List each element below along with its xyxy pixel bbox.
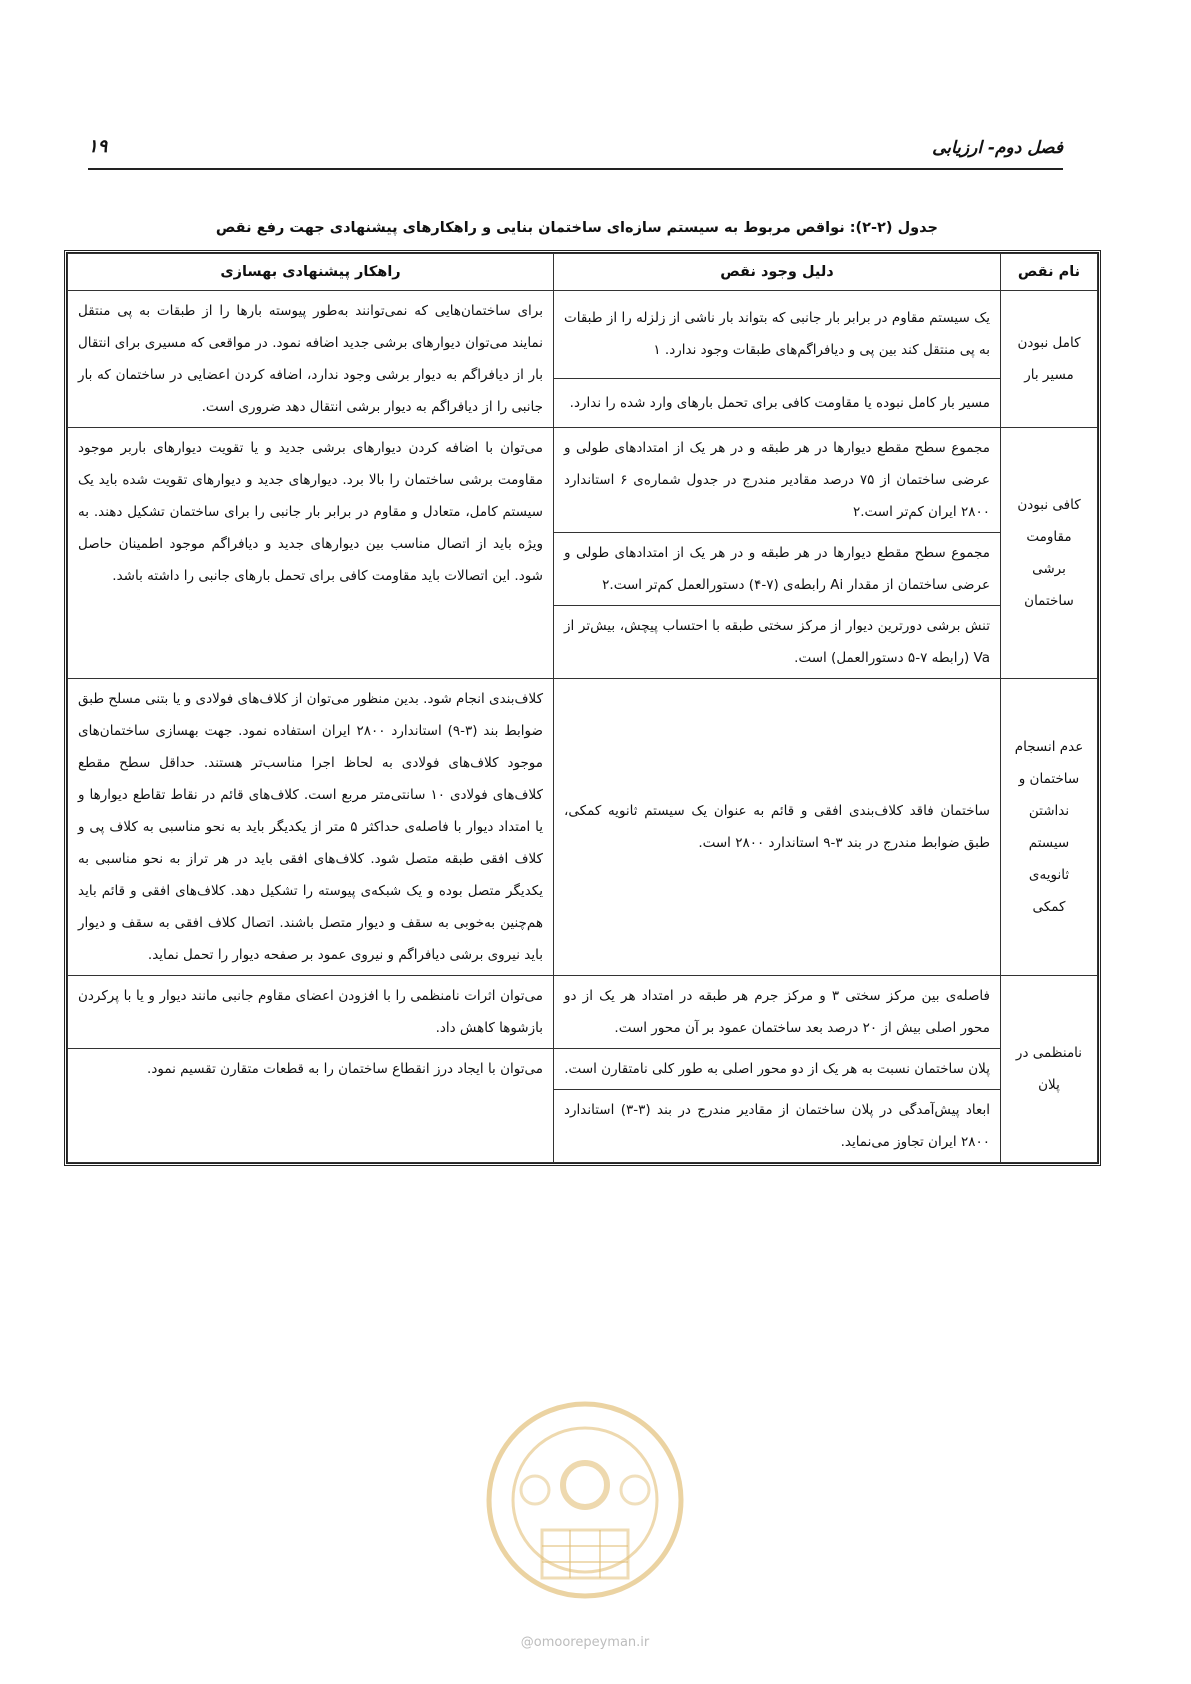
deficiency-table xyxy=(67,253,1098,1163)
deficiency-reason: مسیر بار کامل نبوده یا مقاومت کافی برای تحمل بارهای وارد شده را ندارد. xyxy=(554,378,1001,427)
table-caption: جدول (۲-۲): نواقص مربوط به سیستم سازه‌ای ساختمان بنایی و راهکارهای پیشنهادی جهت رفع نقص xyxy=(215,220,938,236)
deficiency-reason: پلان ساختمان نسبت به هر یک از دو محور اصلی به طور کلی نامتقارن است. xyxy=(554,1049,1001,1090)
table-row xyxy=(68,428,1098,533)
chapter-title: فصل دوم- ارزیابی xyxy=(932,138,1063,158)
page-header xyxy=(88,128,1063,170)
retrofit-fix: می‌توان با ایجاد درز انقطاع ساختمان را به قطعات متقارن تقسیم نمود. xyxy=(68,1049,554,1163)
deficiency-reason: فاصله‌ی بین مرکز سختی ۳ و مرکز جرم هر طبقه در امتداد هر یک از دو محور اصلی بیش از ۲۰ درصد بعد ساختمان عمود بر آن محور است. xyxy=(554,976,1001,1049)
watermark-seal-icon xyxy=(480,1390,690,1630)
header-deficiency-name: نام نقص xyxy=(1001,254,1098,291)
header-reason: دلیل وجود نقص xyxy=(554,254,1001,291)
retrofit-fix: کلاف‌بندی انجام شود. بدین منظور می‌توان از کلاف‌های فولادی و یا بتنی مسلح طبق ضوابط بند (۳-۹) استاندارد ۲۸۰۰ ایران استفاده نمود. جهت بهسازی ساختمان‌های موجود کلاف‌های فولادی به لحاظ اجرا مناسب‌تر هستند. حداقل سطح مقطع کلاف‌های فولادی ۱۰ سانتی‌متر مربع است. کلاف‌های قائم در نقاط تقاطع دیوارها و یا امتداد دیوار با فاصله‌ی حداکثر ۵ متر از یکدیگر باید به نحو مناسبی به کلاف پی و کلاف افقی طبقه متصل شود. کلاف‌های افقی باید در هر تراز به نحو مناسبی به یکدیگر متصل بوده و یک شبکه‌ی پیوسته را تشکیل دهد. کلاف‌های افقی و قائم باید هم‌چنین به‌خوبی به سقف و دیوار متصل باشند. اتصال کلاف افقی به سقف و دیوار باید نیروی برشی دیافراگم و نیروی عمود بر صفحه دیوار را تحمل نماید. xyxy=(68,679,554,976)
header-retrofit-fix: راهکار پیشنهادی بهسازی xyxy=(68,254,554,291)
table-row xyxy=(68,1049,1098,1090)
deficiency-reason: تنش برشی دورترین دیوار از مرکز سختی طبقه با احتساب پیچش، بیش‌تر از Va (رابطه ۷-۵ دستورالعمل) است. xyxy=(554,606,1001,679)
deficiency-name: نامنظمی در پلان xyxy=(1001,976,1098,1163)
deficiency-name: کامل نبودن مسیر بار xyxy=(1001,291,1098,428)
watermark-url: @omoorepeyman.ir xyxy=(520,1635,650,1650)
retrofit-fix: می‌توان با اضافه کردن دیوارهای برشی جدید و یا تقویت دیوارهای باربر موجود مقاومت برشی ساختمان را بالا برد. دیوارهای جدید و دیوارهای تقویت شده باید یک سیستم کامل، متعادل و مقاوم در برابر بار جانبی را برای ساختمان تشکیل دهند. به ویژه باید از اتصال مناسب بین دیوارهای جدید و دیافراگم موجود اطمینان حاصل شود. این اتصالات باید مقاومت کافی برای تحمل بارهای جانبی را داشته باشد. xyxy=(68,428,554,679)
deficiency-reason: مجموع سطح مقطع دیوارها در هر طبقه و در هر یک از امتدادهای طولی و عرضی ساختمان از ۷۵ درصد مقادیر مندرج در جدول شماره‌ی ۶ استاندارد ۲۸۰۰ ایران کم‌تر است.۲ xyxy=(554,428,1001,533)
deficiency-name: عدم انسجام ساختمان و نداشتن سیستم ثانویه‌ی کمکی xyxy=(1001,679,1098,976)
deficiency-reason: ابعاد پیش‌آمدگی در پلان ساختمان از مقادیر مندرج در بند (۳-۳) استاندارد ۲۸۰۰ ایران تجاوز می‌نماید. xyxy=(554,1090,1001,1163)
deficiency-reason: یک سیستم مقاوم در برابر بار جانبی که بتواند بار ناشی از زلزله را از طبقات به پی منتقل کند بین پی و دیافراگم‌های طبقات وجود ندارد. ۱ xyxy=(554,291,1001,379)
retrofit-fix: برای ساختمان‌هایی که نمی‌توانند به‌طور پیوسته بارها را از طبقات به پی منتقل نمایند می‌توان دیوارهای برشی جدید اضافه نمود. در مواقعی که مسیری برای انتقال بار از دیافراگم به دیوار برشی وجود ندارد، اضافه کردن اعضایی در ساختمان که بار جانبی را از دیافراگم به دیوار برشی انتقال دهد ضروری است. xyxy=(68,291,554,428)
table-header-row xyxy=(68,254,1098,291)
table-row xyxy=(68,976,1098,1049)
deficiency-reason: ساختمان فاقد کلاف‌بندی افقی و قائم به عنوان یک سیستم ثانویه کمکی، طبق ضوابط مندرج در بند ۳-۹ استاندارد ۲۸۰۰ است. xyxy=(554,679,1001,976)
table-row xyxy=(68,291,1098,379)
deficiency-name: کافی نبودن مقاومت برشی ساختمان xyxy=(1001,428,1098,679)
retrofit-fix: می‌توان اثرات نامنظمی را با افزودن اعضای مقاوم جانبی مانند دیوار و یا با پرکردن بازشوها کاهش داد. xyxy=(68,976,554,1049)
page-number: ۱۹ xyxy=(88,136,108,157)
deficiency-reason: مجموع سطح مقطع دیوارها در هر طبقه و در هر یک از امتدادهای طولی و عرضی ساختمان از مقدار Ai رابطه‌ی (۷-۴) دستورالعمل کم‌تر است.۲ xyxy=(554,533,1001,606)
table-row xyxy=(68,679,1098,976)
deficiency-table-frame xyxy=(64,250,1101,1166)
